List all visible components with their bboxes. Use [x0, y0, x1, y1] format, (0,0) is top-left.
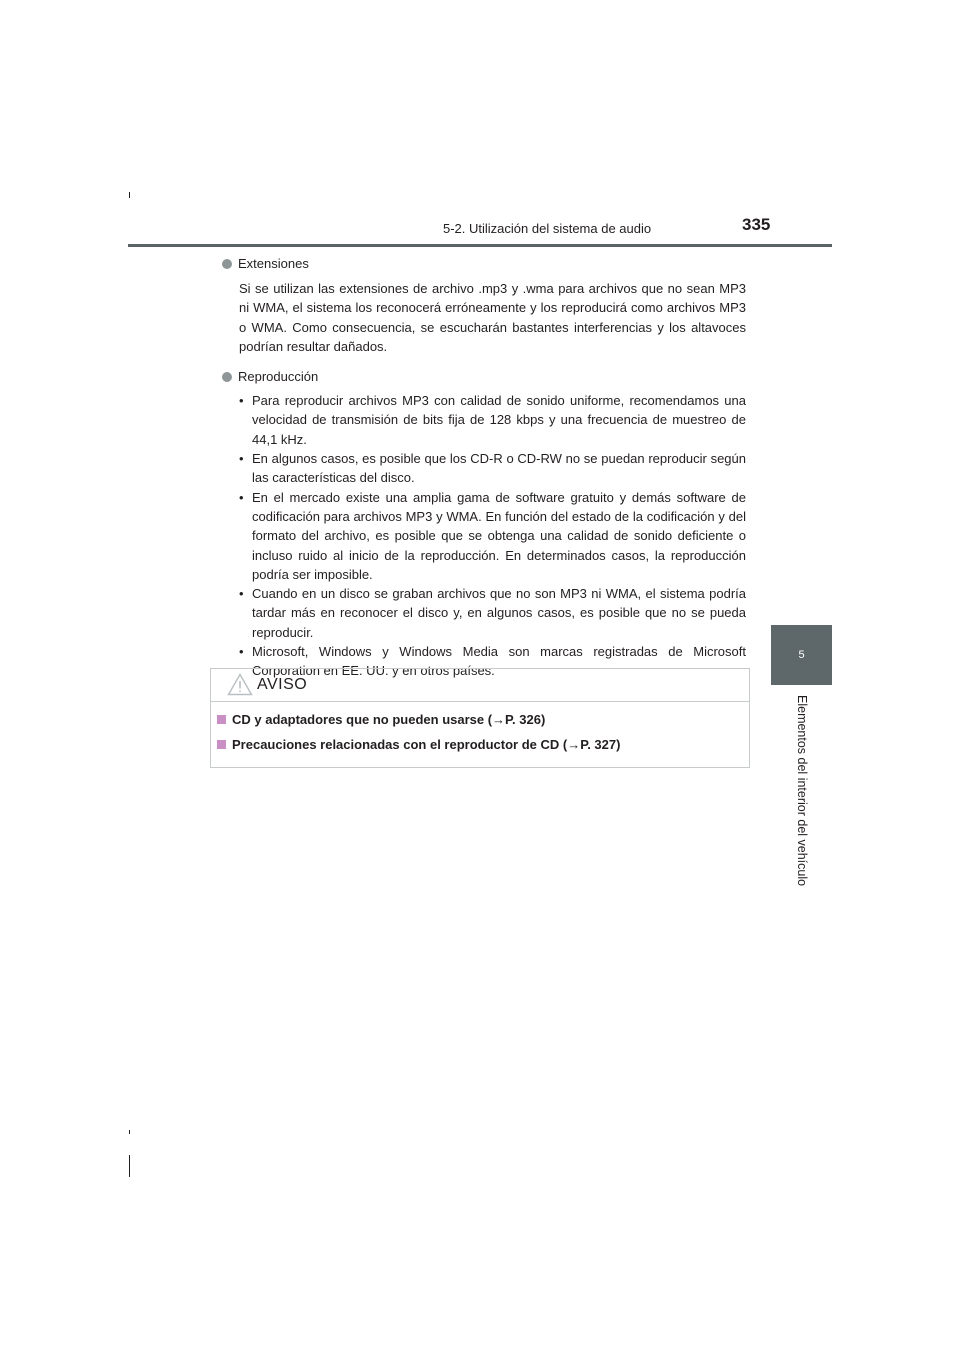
bullet-dot-icon: [222, 372, 232, 382]
section-heading-text: Extensiones: [238, 256, 309, 271]
section-heading-extensiones: [222, 255, 746, 273]
reproduction-list: [239, 391, 746, 680]
aviso-header: [211, 669, 749, 702]
crop-mark: [129, 1130, 130, 1134]
section-header-title: 5-2. Utilización del sistema de audio: [443, 221, 652, 236]
section-paragraph: Si se utilizan las extensiones de archivo .mp3 y .wma para archivos que no sean MP3 ni WMA, el sistema los reconocerá erróneamente y los reproducirá como archivos MP3 o WMA. Como consecuencia, se escucharán bastantes interferencias y los altavoces podrían resultar dañados.: [239, 281, 746, 354]
list-item-text: Cuando en un disco se graban archivos que no son MP3 ni WMA, el sistema podría tardar más en reconocer el disco y, en algunos casos, es posible que no se pueda reproducir.: [252, 586, 746, 640]
list-item-text: En algunos casos, es posible que los CD-R o CD-RW no se puedan reproducir según las características del disco.: [252, 451, 746, 486]
header-rule: [128, 244, 832, 247]
list-item-text: En el mercado existe una amplia gama de software gratuito y demás software de codificación para archivos MP3 y WMA. En función del estado de la codificación y del formato del archivo, es posible que se obtenga una calidad de sonido deficiente o incluso ruido al inicio de la reproducción. En determinados casos, la reproducción podría ser imposible.: [252, 489, 746, 582]
list-item: • En algunos casos, es posible que los CD-R o CD-RW no se puedan reproducir según las características del disco.: [239, 451, 746, 486]
crop-mark: [129, 192, 130, 198]
aviso-item-text: Precauciones relacionadas con el reproductor de CD (→P. 327): [232, 737, 621, 752]
list-item-text: Para reproducir archivos MP3 con calidad de sonido uniforme, recomendamos una velocidad de transmisión de bits fija de 128 kbps y una frecuencia de muestreo de 44,1 kHz.: [252, 393, 746, 447]
list-item: • Para reproducir archivos MP3 con calidad de sonido uniforme, recomendamos una velocidad de transmisión de bits fija de 128 kbps y una frecuencia de muestreo de 44,1 kHz.: [239, 393, 746, 447]
aviso-item: [217, 712, 545, 727]
chapter-side-title: [784, 688, 820, 893]
section-heading-text: Reproducción: [238, 369, 319, 385]
list-item: • En el mercado existe una amplia gama de software gratuito y demás software de codificación para archivos MP3 y WMA. En función del estado de la codificación y del formato del archivo, es posible que se obtenga una calidad de sonido deficiente o incluso ruido al inicio de la reproducción. En determinados casos, la reproducción podría ser imposible.: [239, 489, 746, 582]
section-heading-reproduccion: [222, 368, 746, 386]
aviso-item: [217, 737, 620, 752]
aviso-item-text: CD y adaptadores que no pueden usarse (→P. 326): [232, 712, 546, 727]
page-number: 335: [742, 215, 771, 234]
bullet-dot-icon: [222, 259, 232, 269]
main-content: [222, 255, 746, 681]
chapter-title: Elementos del interior del vehículo: [795, 694, 809, 887]
warning-triangle-icon: [227, 673, 253, 696]
square-bullet-icon: [217, 715, 226, 724]
crop-mark: [129, 1155, 130, 1177]
aviso-title: AVISO: [257, 676, 308, 693]
chapter-tab: [771, 625, 832, 685]
list-item: • Cuando en un disco se graban archivos que no son MP3 ni WMA, el sistema podría tardar más en reconocer el disco y, en algunos casos, es posible que no se pueda reproducir.: [239, 586, 746, 640]
list-item-text: Microsoft, Windows y Windows Media son marcas registradas de Microsoft Corporation en EE. UU. y en otros países.: [252, 644, 746, 679]
list-item: • Microsoft, Windows y Windows Media son marcas registradas de Microsoft Corporation en EE. UU. y en otros países.: [239, 644, 746, 679]
chapter-number: 5: [798, 649, 805, 661]
aviso-box: [210, 668, 750, 768]
square-bullet-icon: [217, 740, 226, 749]
